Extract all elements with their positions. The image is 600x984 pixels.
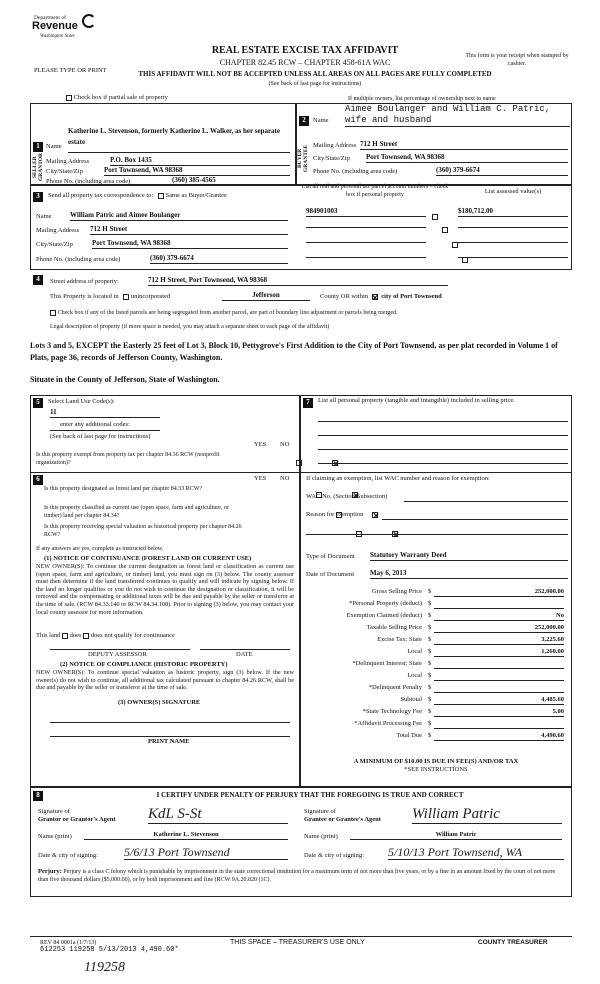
section-4-number: 4 (33, 275, 43, 285)
buyer-name: Aimee Boulanger and William C. Patric, wife and husband (345, 104, 570, 127)
see-instructions-note: *SEE INSTRUCTIONS (404, 766, 468, 773)
print-name-label: PRINT NAME (148, 738, 190, 745)
logo-department: Department of (34, 15, 66, 21)
additional-codes-line (50, 429, 160, 431)
this-land-row (36, 632, 175, 640)
notice-2-body: NEW OWNER(S): To continue special valuation as historic property, sign (3) below. If the new owner(s) do not wish to continue, all additional tax calculated pursuant to chapter 84.26 RCW, shall be due and payable by the seller or transferor at the time of sale. (36, 669, 294, 692)
situate-text: Situate in the County of Jefferson, State of Washington. (30, 375, 220, 384)
seller-mailing-label: Mailing Address (46, 158, 90, 165)
corr-city: Port Townsend, WA 98368 (92, 239, 288, 249)
tax-line-label: Local (407, 648, 422, 655)
unincorporated-checkbox[interactable] (123, 294, 129, 300)
tax-line-dollar: $ (428, 684, 432, 691)
parcel-line-4 (306, 256, 426, 258)
dor-logo (30, 14, 100, 44)
reason-label: Reason for exemption (306, 511, 364, 518)
buyer-phone-label: Phone No. (including area code) (313, 168, 398, 175)
section-3-number: 3 (33, 192, 43, 202)
reason-line-2 (306, 533, 568, 535)
tax-line-dollar: $ (428, 612, 432, 619)
buyer-city-label: City/State/Zip (313, 155, 350, 162)
date-line (200, 648, 290, 650)
tax-line-dollar: $ (428, 708, 432, 715)
owner-signature-line (50, 721, 290, 723)
tax-line-label: Exemption Claimed (deduct) (346, 612, 422, 619)
buyer-mailing-label: Mailing Address (313, 142, 357, 149)
correspondence-label: Send all property tax correspondence to: (48, 192, 154, 199)
perjury-body: Perjury is a class C felony which is punishable by imprisonment in the state correctional institution for a maximum term of not more than five years, or by a fine in an amount fixed by the court of not more than five thousand dollars ($5,000.00), or by both imprisonment and fine (RCW 9A.20.020 (1C). (38, 869, 556, 883)
print-name-line (50, 735, 290, 737)
personal-line-1 (318, 420, 568, 422)
county-within-row (320, 293, 442, 301)
tax-line-dollar: $ (428, 624, 432, 631)
tax-line-dollar: $ (428, 636, 432, 643)
tax-line-label: Taxable Selling Price (366, 624, 422, 631)
tax-line-dollar: $ (428, 600, 432, 607)
grantor-date-city: 5/6/13 Port Townsend (124, 845, 288, 860)
tax-line-value (434, 684, 564, 693)
within-city-checkbox[interactable] (372, 294, 378, 300)
correspondence-row (48, 192, 227, 200)
minimum-fee-note: A MINIMUM OF $10.00 IS DUE IN FEE(S) AND/OR TAX (353, 758, 519, 765)
tax-line-value: 5.00 (434, 708, 564, 717)
tax-line-value: No (434, 612, 564, 621)
grantee-signature: William Patric (412, 806, 562, 824)
parcel-header: List all real and personal tax parcel account numbers – check box if personal property (301, 184, 449, 198)
corr-phone-label: Phone No. (including area code) (36, 256, 121, 263)
legal-description: Lots 3 and 5, EXCEPT the Easterly 25 feet of Lot 3, Block 10, Pettygrove's First Addition to the City of Port Townsend, as per plat recorded in Volume 1 of Plats, page 36, records of Jefferson County, Washington. (30, 341, 558, 362)
grantee-sig-label: Signature of (304, 808, 336, 815)
segregated-label: Check box if any of the listed parcels are being segregated from another parcel, are part of boundary line adjustment or parcels being merged. (57, 310, 398, 316)
grantor-sig-label: Signature of (38, 808, 70, 815)
parcel-personal-checkbox-1[interactable] (432, 214, 438, 220)
treasurer-stamp: 612253 119258 5/13/2013 4,490.60* (40, 946, 179, 954)
wac-label: WAC No. (Section/Subsection) (306, 493, 388, 500)
grantee-date-city: 5/10/13 Port Townsend, WA (388, 845, 564, 860)
treasurer-rule (30, 936, 572, 937)
tax-line-label: Total Due (396, 732, 422, 739)
parcel-personal-checkbox-2[interactable] (442, 227, 448, 233)
reason-line (382, 518, 568, 520)
buyer-phone: (360) 379-6674 (436, 166, 568, 176)
land-use-label: Select Land Use Code(s): (48, 398, 115, 405)
unincorporated-label: unincorporated (130, 293, 171, 300)
parcel-number: 984901003 (306, 207, 426, 217)
same-as-buyer-label: Same as Buyer/Grantee (165, 192, 227, 199)
tax-line-label: *State Technology Fee (362, 708, 422, 715)
tax-line-dollar: $ (428, 648, 432, 655)
tax-line-value: 252,000.00 (434, 624, 564, 633)
tax-line-value: 1,260.00 (434, 648, 564, 657)
grantor-sig-label-2: Grantor or Grantor's Agent (38, 816, 116, 823)
tax-line-label: *Personal Property (deduct) (349, 600, 422, 607)
deputy-date-label: DATE (236, 651, 253, 658)
buyer-name-label: Name (313, 117, 329, 124)
multiple-owners-note: If multiple owners, list percentage of ownership next to name (348, 96, 496, 102)
grantor-name-label: Name (print) (38, 833, 72, 840)
any-yes-note: If any answers are yes, complete as instructed below. (36, 546, 164, 552)
notice-1-body: NEW OWNER(S): To continue the current designation as forest land or classification as current use (open space, farm and agriculture, or timber) land, you must sign on (3) below. The county assessor must then determine if the land transferred continues to qualify and will indicate by signing below. If the land no longer qualifies or you do not wish to continue the designation or classification, it will be removed and the compensating or additional taxes will be due and payable by the seller or transferor at the time of sale. (RCW 84.33.140 or RCW 84.34.108). Prior to signing (3) below, you may contact your local county assessor for more information. (36, 563, 294, 616)
tax-line-value: 3,225.60 (434, 636, 564, 645)
section-7-number: 7 (303, 398, 313, 408)
corr-mailing: 712 H Street (90, 225, 288, 235)
see-back-note: (See back of last page for instructions) (268, 81, 362, 87)
warning-banner: THIS AFFIDAVIT WILL NOT BE ACCEPTED UNLESS ALL AREAS ON ALL PAGES ARE FULLY COMPLETED (138, 70, 492, 78)
seller-phone: (360) 385-4565 (172, 176, 290, 186)
tax-line-label: *Delinquent Penalty (368, 684, 422, 691)
certify-statement: I CERTIFY UNDER PENALTY OF PERJURY THAT THE FOREGOING IS TRUE AND CORRECT (156, 791, 464, 799)
doc-type-label: Type of Document (306, 553, 355, 560)
wac-line (404, 500, 568, 502)
buyer-mailing: 712 H Street (360, 140, 568, 150)
corr-mailing-label: Mailing Address (36, 227, 80, 234)
tax-line-dollar: $ (428, 588, 432, 595)
tax-line-label: Local (407, 672, 422, 679)
personal-property-label: List all personal property (tangible and intangible) included in selling price. (318, 397, 515, 404)
county-within-label: County OR within (320, 293, 369, 300)
corr-phone: (360) 379-6674 (150, 254, 288, 264)
handwritten-receipt-number: 119258 (84, 960, 125, 975)
legal-label: Legal description of property (if more space is needed, you may attach a separate sheet to each page of the affidavit) (50, 324, 330, 330)
property-street: 712 H Street, Port Townsend, WA 98368 (148, 276, 448, 286)
form-subtitle: CHAPTER 82.45 RCW – CHAPTER 458-61A WAC (219, 58, 391, 67)
partial-sale-row (66, 94, 168, 102)
personal-line-3 (318, 448, 568, 450)
exempt-question: Is this property exempt from property tax per chapter 84.36 RCW (nonprofit organization)? (36, 452, 220, 466)
treasurer-space-label: THIS SPACE – TREASURER'S USE ONLY (230, 939, 365, 946)
section-5-number: 5 (33, 398, 43, 408)
seller-phone-label: Phone No. (including area code) (46, 178, 131, 185)
section-6-divider (30, 472, 300, 473)
partial-sale-checkbox[interactable] (66, 95, 72, 101)
partial-sale-label: Check box if partial sale of property (73, 94, 168, 101)
corr-city-label: City/State/Zip (36, 241, 73, 248)
s6-no: NO (280, 475, 290, 482)
tax-line-dollar: $ (428, 696, 432, 703)
grantee-date-label: Date & city of signing: (304, 852, 364, 859)
tax-line-label: Gross Selling Price (371, 588, 422, 595)
owner-signature-label: (3) OWNER(S) SIGNATURE (118, 699, 201, 706)
street-label: Street address of property: (50, 278, 119, 285)
section-8-number: 8 (33, 791, 43, 801)
land-use-see-back: (See back of last page for instructions) (50, 433, 151, 440)
seller-mailing: P.O. Box 1435 (110, 156, 290, 166)
property-county: Jefferson (222, 291, 310, 301)
s6-yes: YES (254, 475, 267, 482)
grantee-sig-label-2: Grantee or Grantee's Agent (304, 816, 381, 823)
tax-line-label: *Delinquent Interest: State (352, 660, 422, 667)
logo-mark-icon (82, 14, 96, 28)
this-land-label: This land (36, 632, 61, 639)
assessed-line-3 (458, 241, 568, 243)
located-label: This Property is located in (50, 293, 119, 300)
form-title: REAL ESTATE EXCISE TAX AFFIDAVIT (211, 45, 399, 56)
segregated-checkbox[interactable] (50, 310, 56, 316)
seller-side-label: SELLER GRANTOR (32, 153, 44, 182)
seller-name: Katherine L. Stevenson, formerly Katherine L. Walker, as her separate estate (68, 126, 290, 153)
s5-yes: YES (254, 441, 267, 448)
buyer-city: Port Townsend, WA 98368 (366, 153, 568, 163)
doc-type: Statutory Warranty Deed (370, 551, 568, 561)
does-label: does (69, 632, 82, 639)
corr-name: William Patric and Aimee Boulanger (70, 211, 288, 221)
forest-question: Is this property designated as forest land per chapter 84.33 RCW? (44, 486, 203, 492)
parcel-personal-checkbox-4[interactable] (462, 257, 468, 263)
tax-line-dollar: $ (428, 732, 432, 739)
parcel-line-2 (306, 226, 426, 228)
tax-line-value: 252,000.00 (434, 588, 564, 597)
exemption-label: If claiming an exemption, list WAC number and reason for exemption: (306, 475, 490, 482)
assessed-line-2 (458, 226, 568, 228)
deputy-line (50, 648, 190, 650)
segregated-row (50, 309, 398, 317)
same-as-buyer-checkbox[interactable] (158, 193, 164, 199)
tax-line-dollar: $ (428, 672, 432, 679)
tax-line-label: Subtotal (400, 696, 422, 703)
section-2-number: 2 (299, 116, 309, 126)
parcel-personal-checkbox-3[interactable] (452, 242, 458, 248)
personal-line-4 (318, 462, 568, 464)
city-of-label: city of Port Townsend (381, 293, 442, 300)
county-treasurer-label: COUNTY TREASURER (478, 939, 548, 946)
grantee-name-label: Name (print) (304, 833, 338, 840)
logo-washington: Washington State (40, 34, 75, 39)
tax-line-value (434, 720, 564, 729)
assessed-header: List assessed value(s) (484, 188, 542, 195)
section-6-number: 6 (33, 475, 43, 485)
seller-city: Port Townsend, WA 98368 (104, 166, 290, 176)
doc-date-label: Date of Document (306, 571, 355, 578)
tax-line-value (434, 672, 564, 681)
grantor-name: Katherine L. Stevenson (84, 831, 288, 840)
personal-line-2 (318, 434, 568, 436)
current-use-question: Is this property classified as current use (open space, farm and agriculture, or timber) land per chapter 84.34? (44, 505, 229, 519)
land-use-code: 11 (50, 408, 160, 418)
grantor-signature: KdL S-St (148, 806, 288, 824)
seller-name-label: Name (46, 143, 62, 150)
tax-line-label: *Affidavit Processing Fee (354, 720, 422, 727)
buyer-side-label: BUYER GRANTEE (297, 144, 309, 172)
does-not-label: does not qualify for continuance (90, 632, 175, 639)
does-not-checkbox[interactable] (83, 633, 89, 639)
current-use-no-checkbox[interactable] (372, 512, 378, 518)
exempt-yes-checkbox[interactable] (296, 460, 302, 466)
grantor-date-label: Date & city of signing: (38, 852, 98, 859)
tax-line-value (434, 660, 564, 669)
section-1-number: 1 (33, 142, 43, 152)
additional-codes-label: enter any additional codes: (60, 421, 130, 428)
s5-no: NO (280, 441, 290, 448)
tax-line-value (434, 600, 564, 609)
perjury-label: Perjury: (38, 868, 62, 875)
perjury-text (38, 868, 566, 884)
logo-revenue: Revenue (32, 20, 78, 32)
assessed-value: $180,712.00 (458, 207, 568, 217)
notice-1-title: (1) NOTICE OF CONTINUANCE (FOREST LAND OR CURRENT USE) (44, 555, 252, 562)
tax-line-value: 4,485.60 (434, 696, 564, 705)
deputy-assessor-label: DEPUTY ASSESSOR (88, 651, 147, 658)
rev-number: REV 84 0001a (1/7/13) (40, 940, 97, 946)
doc-date: May 6, 2013 (370, 569, 568, 579)
receipt-note: This form is your receipt when stamped by cashier. (465, 53, 569, 67)
historic-question: Is this property receiving special valuation as historical property per chapter 84.26 RCW? (44, 524, 242, 538)
tax-line-value: 4,490.60 (434, 732, 564, 741)
type-print-note: PLEASE TYPE OR PRINT (34, 67, 107, 74)
tax-line-dollar: $ (428, 720, 432, 727)
does-checkbox[interactable] (62, 633, 68, 639)
parcel-line-3 (306, 241, 426, 243)
seller-city-label: City/State/Zip (46, 168, 83, 175)
s7-divider (300, 472, 572, 473)
notice-2-title: (2) NOTICE OF COMPLIANCE (HISTORIC PROPERTY) (60, 661, 228, 668)
corr-name-label: Name (36, 213, 52, 220)
tax-line-dollar: $ (428, 660, 432, 667)
tax-line-label: Excise Tax: State (377, 636, 422, 643)
assessed-line-4 (458, 256, 568, 258)
located-row (50, 293, 170, 301)
grantee-name: William Patric (350, 831, 562, 840)
